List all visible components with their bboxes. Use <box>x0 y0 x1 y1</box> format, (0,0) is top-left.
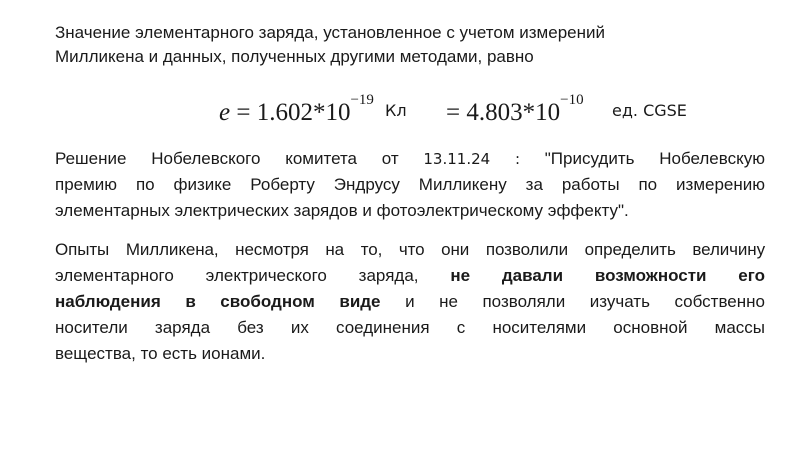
formula-si-exponent: −19 <box>350 92 374 108</box>
formula-cgse-exponent: −10 <box>560 92 584 108</box>
millikan-line-2-prefix: элементарного электрического заряда, <box>55 266 419 285</box>
formula-si-value: = 1.602*10 <box>230 99 351 126</box>
unit-cgse: ед. CGSE <box>612 101 687 120</box>
nobel-line-2: премию по физике Роберту Эндрусу Милликену за работы по измерению <box>55 175 765 194</box>
nobel-date: 13.11.24 : <box>423 150 521 168</box>
millikan-line-3 <box>55 289 765 315</box>
charge-formula <box>0 94 800 134</box>
intro-line-2: Милликена и данных, полученных другими методами, равно <box>55 47 534 66</box>
millikan-line-2 <box>55 263 765 289</box>
nobel-line-1-quote: "Присудить Нобелевскую <box>544 149 765 168</box>
intro-line-1: Значение элементарного заряда, установленное с учетом измерений <box>55 23 605 42</box>
millikan-line-1: Опыты Милликена, несмотря на то, что они позволили определить величину <box>55 240 765 259</box>
formula-si <box>219 92 374 128</box>
nobel-decision-paragraph <box>55 146 765 224</box>
nobel-line-3: элементарных электрических зарядов и фотоэлектрическому эффекту". <box>55 201 629 220</box>
intro-text <box>55 21 755 69</box>
formula-cgse <box>446 92 584 128</box>
charge-symbol: e <box>219 99 231 126</box>
millikan-line-3-suffix: и не позволяли изучать собственно <box>405 292 765 311</box>
millikan-line-4: носители заряда без их соединения с носителями основной массы <box>55 318 765 337</box>
formula-cgse-value: = 4.803*10 <box>446 99 561 126</box>
millikan-experiments-paragraph <box>55 237 765 367</box>
millikan-line-3-emphasis: наблюдения в свободном виде <box>55 292 381 311</box>
millikan-line-2-emphasis: не давали возможности его <box>450 266 766 285</box>
unit-coulomb: Кл <box>385 101 407 120</box>
nobel-line-1 <box>55 146 765 172</box>
millikan-line-5: вещества, то есть ионами. <box>55 344 266 363</box>
nobel-line-1-prefix: Решение Нобелевского комитета от <box>55 149 399 168</box>
